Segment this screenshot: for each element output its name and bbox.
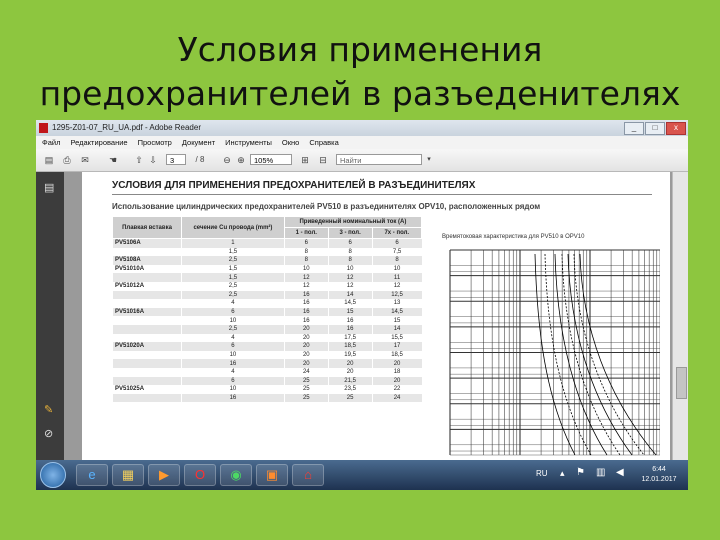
start-button[interactable] — [40, 462, 66, 488]
table-cell: 14 — [372, 325, 421, 334]
language-indicator[interactable]: RU — [536, 469, 548, 478]
table-cell: 6 — [182, 377, 285, 386]
menu-tools[interactable]: Инструменты — [225, 138, 272, 147]
menu-file[interactable]: Файл — [42, 138, 61, 147]
clock-date: 12.01.2017 — [641, 476, 677, 483]
table-cell: 15,5 — [372, 334, 421, 343]
fuse-type-cell — [113, 368, 182, 377]
table-cell: 20 — [328, 359, 372, 368]
time-current-chart — [440, 248, 660, 460]
table-cell: 6 — [182, 342, 285, 351]
table-cell: 2,5 — [182, 325, 285, 334]
previous-page-icon[interactable]: ⇧ — [135, 155, 143, 165]
table-cell: 6 — [328, 239, 372, 248]
table-cell: 12,5 — [372, 291, 421, 300]
table-cell: 17 — [372, 342, 421, 351]
fuse-type-cell: PV51012A — [113, 282, 182, 291]
table-cell: 16 — [284, 316, 328, 325]
table-cell: 13 — [372, 299, 421, 308]
fuse-type-cell: PV5108A — [113, 256, 182, 265]
table-cell: 17,5 — [328, 334, 372, 343]
table-cell: 10 — [328, 265, 372, 274]
table-cell: 20 — [284, 342, 328, 351]
menu-help[interactable]: Справка — [309, 138, 339, 147]
table-row — [113, 308, 422, 317]
table-cell: 8 — [372, 256, 421, 265]
fuse-type-cell — [113, 394, 182, 403]
zoom-in-icon[interactable]: ⊕ — [237, 155, 245, 165]
search-dropdown-icon[interactable]: ▾ — [427, 156, 431, 163]
pages-icon[interactable]: ▤ — [44, 182, 55, 194]
menubar — [36, 136, 688, 149]
comment-icon[interactable]: ✎ — [44, 404, 54, 416]
table-cell: 21,5 — [328, 377, 372, 386]
table-cell: 12 — [284, 282, 328, 291]
table-cell: 16 — [328, 316, 372, 325]
table-cell: 8 — [284, 256, 328, 265]
table-row — [113, 385, 422, 394]
table-cell: 20 — [284, 334, 328, 343]
table-cell: 20 — [284, 325, 328, 334]
fit-page-icon[interactable]: ⊞ — [301, 155, 309, 165]
table-cell: 6 — [284, 239, 328, 248]
table-cell: 14,5 — [372, 308, 421, 317]
next-page-icon[interactable]: ⇩ — [149, 155, 157, 165]
table-cell: 18,5 — [372, 351, 421, 360]
table-cell: 25 — [284, 385, 328, 394]
table-cell: 6 — [182, 308, 285, 317]
table-cell: 2,5 — [182, 256, 285, 265]
table-row — [113, 299, 422, 308]
table-row — [113, 282, 422, 291]
table-cell: 16 — [182, 359, 285, 368]
fuse-type-cell — [113, 248, 182, 257]
table-cell: 22 — [372, 385, 421, 394]
table-row — [113, 265, 422, 274]
table-row — [113, 342, 422, 351]
slide-title-line-1: Условия применения — [177, 30, 543, 69]
table-cell: 20 — [372, 377, 421, 386]
fuse-type-cell: PV51020A — [113, 342, 182, 351]
table-cell: 10 — [372, 265, 421, 274]
window-title: 1295-Z01-07_RU_UA.pdf - Adobe Reader — [52, 123, 201, 132]
navigation-sidebar — [36, 172, 64, 460]
table-row — [113, 273, 422, 282]
clock-time: 6:44 — [652, 466, 666, 473]
table-cell: 4 — [182, 334, 285, 343]
table-cell: 18,5 — [328, 342, 372, 351]
table-cell: 24 — [284, 368, 328, 377]
page-total: / 8 — [195, 155, 205, 164]
table-cell: 10 — [182, 385, 285, 394]
table-row — [113, 334, 422, 343]
table-cell: 20 — [284, 359, 328, 368]
table-cell: 1 — [182, 239, 285, 248]
screenshot-window — [36, 120, 688, 490]
table-cell: 8 — [284, 248, 328, 257]
table-cell: 4 — [182, 368, 285, 377]
menu-window[interactable]: Окно — [281, 138, 300, 147]
table-cell: 1,5 — [182, 248, 285, 257]
maximize-button[interactable]: □ — [645, 122, 665, 135]
action-center-flag-icon[interactable]: ⚑ — [576, 467, 585, 478]
chart-caption: Времятоковая характеристика для PV510 в OPV10 — [442, 234, 585, 240]
table-cell: 12 — [328, 273, 372, 282]
fuse-type-cell: PV51010A — [113, 265, 182, 274]
table-cell: 10 — [182, 351, 285, 360]
document-area — [64, 172, 672, 460]
fuse-type-cell: PV51025A — [113, 385, 182, 394]
fuse-type-cell — [113, 377, 182, 386]
characteristic-curve — [555, 254, 607, 455]
fuse-type-cell: PV5106A — [113, 239, 182, 248]
document-subheading: Использование цилиндрических предохранителей PV510 в разъединителях OPV10, расположенных рядом — [112, 202, 541, 211]
acrobat-icon[interactable]: ⌂ — [292, 464, 324, 486]
table-cell: 2,5 — [182, 282, 285, 291]
table-row — [113, 394, 422, 403]
table-row — [113, 351, 422, 360]
table-row — [113, 248, 422, 257]
toolbar — [36, 149, 688, 172]
table-group-header: Приведенный номинальный ток (A) — [284, 217, 421, 228]
open-icon[interactable]: ▤ — [44, 155, 54, 165]
table-cell: 15 — [372, 316, 421, 325]
table-cell: 19,5 — [328, 351, 372, 360]
table-cell: 20 — [372, 359, 421, 368]
table-cell: 6 — [372, 239, 421, 248]
table-cell: 25 — [284, 377, 328, 386]
fuse-type-cell — [113, 334, 182, 343]
heading-rule — [112, 194, 652, 195]
table-cell: 10 — [284, 265, 328, 274]
opera-icon[interactable]: O — [184, 464, 216, 486]
attachment-icon[interactable]: ⊘ — [44, 428, 54, 440]
table-header: сечение Cu провода (mm²) — [182, 217, 285, 239]
characteristic-curve — [568, 254, 632, 455]
table-cell: 14,5 — [328, 299, 372, 308]
table-cell: 1,5 — [182, 265, 285, 274]
table-cell: 16 — [284, 308, 328, 317]
table-cell: 24 — [372, 394, 421, 403]
explorer-icon[interactable]: ▦ — [112, 464, 144, 486]
zoom-out-icon[interactable]: ⊖ — [223, 155, 231, 165]
fuse-type-cell — [113, 359, 182, 368]
window-titlebar[interactable] — [36, 120, 688, 136]
table-cell: 16 — [328, 325, 372, 334]
system-clock[interactable] — [636, 465, 682, 485]
table-row — [113, 325, 422, 334]
table-cell: 7,5 — [372, 248, 421, 257]
table-cell: 2,5 — [182, 291, 285, 300]
table-cell: 14 — [328, 291, 372, 300]
slide-title-line-2: предохранителей в разъеденителях — [39, 74, 681, 113]
fuse-type-cell — [113, 273, 182, 282]
table-cell: 12 — [284, 273, 328, 282]
fuse-type-cell — [113, 325, 182, 334]
menu-edit[interactable]: Редактирование — [70, 138, 128, 147]
table-cell: 16 — [284, 291, 328, 300]
fuse-type-cell: PV51016A — [113, 308, 182, 317]
fuse-type-cell — [113, 291, 182, 300]
media-player-icon[interactable]: ▶ — [148, 464, 180, 486]
minimize-button[interactable]: _ — [624, 122, 644, 135]
characteristic-curve — [545, 254, 591, 455]
table-row — [113, 291, 422, 300]
table-header: Плавкая вставка — [113, 217, 182, 239]
page-number-input[interactable]: 3 — [166, 154, 186, 165]
volume-icon[interactable]: ◀ — [616, 467, 624, 478]
menu-document[interactable]: Документ — [181, 138, 216, 147]
document-heading: УСЛОВИЯ ДЛЯ ПРИМЕНЕНИЯ ПРЕДОХРАНИТЕЛЕЙ В РАЗЪЕДИНИТЕЛЯХ — [112, 180, 476, 191]
table-cell: 12 — [328, 282, 372, 291]
email-icon[interactable]: ✉ — [81, 155, 89, 165]
acrobat-app-icon — [39, 123, 48, 133]
slide-title — [0, 28, 720, 116]
table-cell: 23,5 — [328, 385, 372, 394]
table-cell: 11 — [372, 273, 421, 282]
table-cell: 8 — [328, 256, 372, 265]
windows-taskbar — [36, 460, 688, 490]
menu-view[interactable]: Просмотр — [137, 138, 172, 147]
table-cell: 25 — [284, 394, 328, 403]
table-cell: 1,5 — [182, 273, 285, 282]
chrome-icon[interactable]: ◉ — [220, 464, 252, 486]
table-row — [113, 256, 422, 265]
table-cell: 20 — [284, 351, 328, 360]
table-cell: 4 — [182, 299, 285, 308]
vertical-scrollbar[interactable] — [672, 172, 688, 460]
table-row — [113, 239, 422, 248]
outlook-icon[interactable]: ▣ — [256, 464, 288, 486]
table-cell: 25 — [328, 394, 372, 403]
table-cell: 8 — [328, 248, 372, 257]
network-icon[interactable]: ▥ — [596, 467, 606, 478]
table-cell: 10 — [182, 316, 285, 325]
show-hidden-icons-icon[interactable]: ▴ — [560, 468, 565, 478]
close-button[interactable]: x — [666, 122, 686, 135]
table-cell: 12 — [372, 282, 421, 291]
table-row — [113, 316, 422, 325]
fuse-table — [112, 216, 422, 402]
fuse-type-cell — [113, 299, 182, 308]
table-cell: 15 — [328, 308, 372, 317]
table-header: 3 - пол. — [328, 228, 372, 239]
print-icon[interactable]: ⎙ — [63, 155, 71, 165]
fuse-type-cell — [113, 351, 182, 360]
ie-icon[interactable]: e — [76, 464, 108, 486]
search-input[interactable]: Найти — [336, 154, 422, 165]
table-cell: 16 — [182, 394, 285, 403]
table-row — [113, 359, 422, 368]
table-row — [113, 368, 422, 377]
table-header: 1 - пол. — [284, 228, 328, 239]
pdf-page — [82, 172, 670, 460]
table-cell: 20 — [328, 368, 372, 377]
table-row — [113, 377, 422, 386]
table-header: 7x - пол. — [372, 228, 421, 239]
hand-tool-icon[interactable]: ☚ — [108, 155, 118, 165]
table-cell: 16 — [284, 299, 328, 308]
zoom-select[interactable]: 105% — [250, 154, 292, 165]
scrollbar-thumb[interactable] — [676, 367, 687, 399]
table-cell: 18 — [372, 368, 421, 377]
fuse-type-cell — [113, 316, 182, 325]
fit-width-icon[interactable]: ⊟ — [319, 155, 327, 165]
